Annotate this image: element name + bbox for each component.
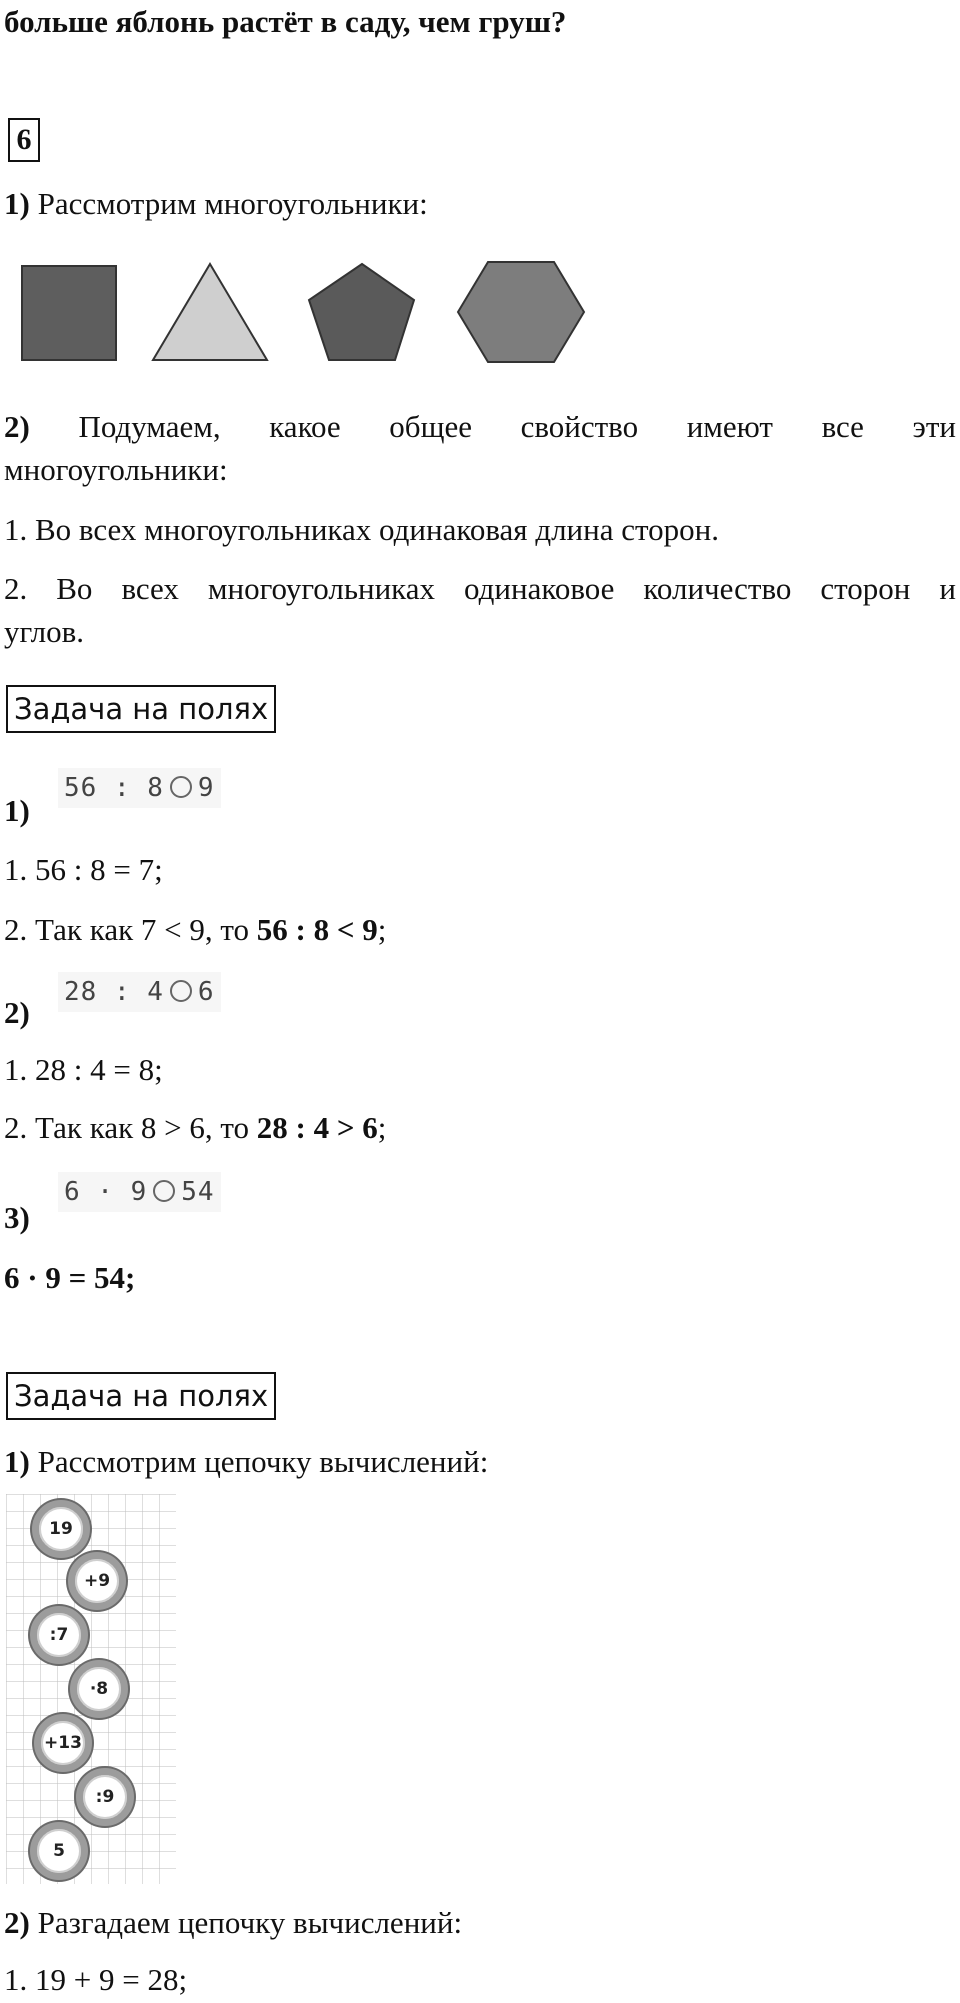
- comparison-expression: [58, 1172, 221, 1212]
- comparison-expression: [58, 768, 221, 808]
- expr-right: 6: [197, 977, 215, 1007]
- step-text: Подумаем, какое общее свойство имеют все эти: [78, 409, 957, 444]
- comparison-expression: [58, 972, 221, 1012]
- item-number: 1): [4, 793, 30, 828]
- step-number: 2): [4, 409, 30, 444]
- conclusion-line: 2. Так как 8 > 6, то 28 : 4 > 6;: [4, 1110, 387, 1145]
- compare-circle-icon: [170, 980, 192, 1002]
- compare-circle-icon: [153, 1180, 175, 1202]
- polygons-figure: [0, 250, 600, 372]
- margin-task-tag: Задача на полях: [6, 685, 276, 733]
- step-number: 1): [4, 186, 30, 221]
- calc-line: 1. 28 : 4 = 8;: [4, 1052, 163, 1087]
- chain-node: :9: [76, 1768, 134, 1826]
- chain-step2: [4, 1903, 462, 1943]
- chain-node: 5: [30, 1822, 88, 1880]
- option-2-line1: 2. Во всех многоугольниках одинаковое количество сторон и: [4, 571, 956, 606]
- result-line: 6 · 9 = 54;: [4, 1260, 136, 1295]
- pentagon-shape: [309, 264, 414, 360]
- calc-line: 1. 56 : 8 = 7;: [4, 852, 163, 887]
- option-2-line2: углов.: [4, 614, 84, 649]
- step-text: Рассмотрим цепочку вычислений:: [29, 1444, 489, 1479]
- step-number: 2): [4, 1905, 30, 1940]
- chain-step1: [4, 1442, 488, 1482]
- task6-step2-line1: [4, 407, 956, 447]
- chain-node: ·8: [70, 1660, 128, 1718]
- task-number-box: 6: [8, 118, 40, 162]
- question-tail: больше яблонь растёт в саду, чем груш?: [4, 4, 567, 39]
- expr-left: 6 · 9: [64, 1177, 148, 1207]
- chain-node: :7: [30, 1606, 88, 1664]
- task6-step2-line2: многоугольники:: [4, 452, 228, 487]
- step-text: Рассмотрим многоугольники:: [29, 186, 428, 221]
- triangle-shape: [153, 264, 267, 360]
- chain-node: 19: [32, 1500, 90, 1558]
- chain-node: +9: [68, 1552, 126, 1610]
- step-number: 1): [4, 1444, 30, 1479]
- conclusion-line: 2. Так как 7 < 9, то 56 : 8 < 9;: [4, 912, 387, 947]
- calc-line: 1. 19 + 9 = 28;: [4, 1962, 188, 1997]
- compare-circle-icon: [170, 776, 192, 798]
- item-number: 2): [4, 995, 30, 1030]
- step-text: Разгадаем цепочку вычислений:: [29, 1905, 463, 1940]
- task6-step1: [4, 184, 428, 224]
- hexagon-shape: [458, 262, 584, 362]
- expr-left: 28 : 4: [64, 977, 164, 1007]
- margin-task-tag: Задача на полях: [6, 1372, 276, 1420]
- square-shape: [22, 266, 116, 360]
- item-number: 3): [4, 1200, 30, 1235]
- expr-right: 54: [181, 1177, 215, 1207]
- expr-right: 9: [197, 773, 215, 803]
- expr-left: 56 : 8: [64, 773, 164, 803]
- option-1: 1. Во всех многоугольниках одинаковая длина сторон.: [4, 512, 719, 547]
- chain-node: +13: [34, 1714, 92, 1772]
